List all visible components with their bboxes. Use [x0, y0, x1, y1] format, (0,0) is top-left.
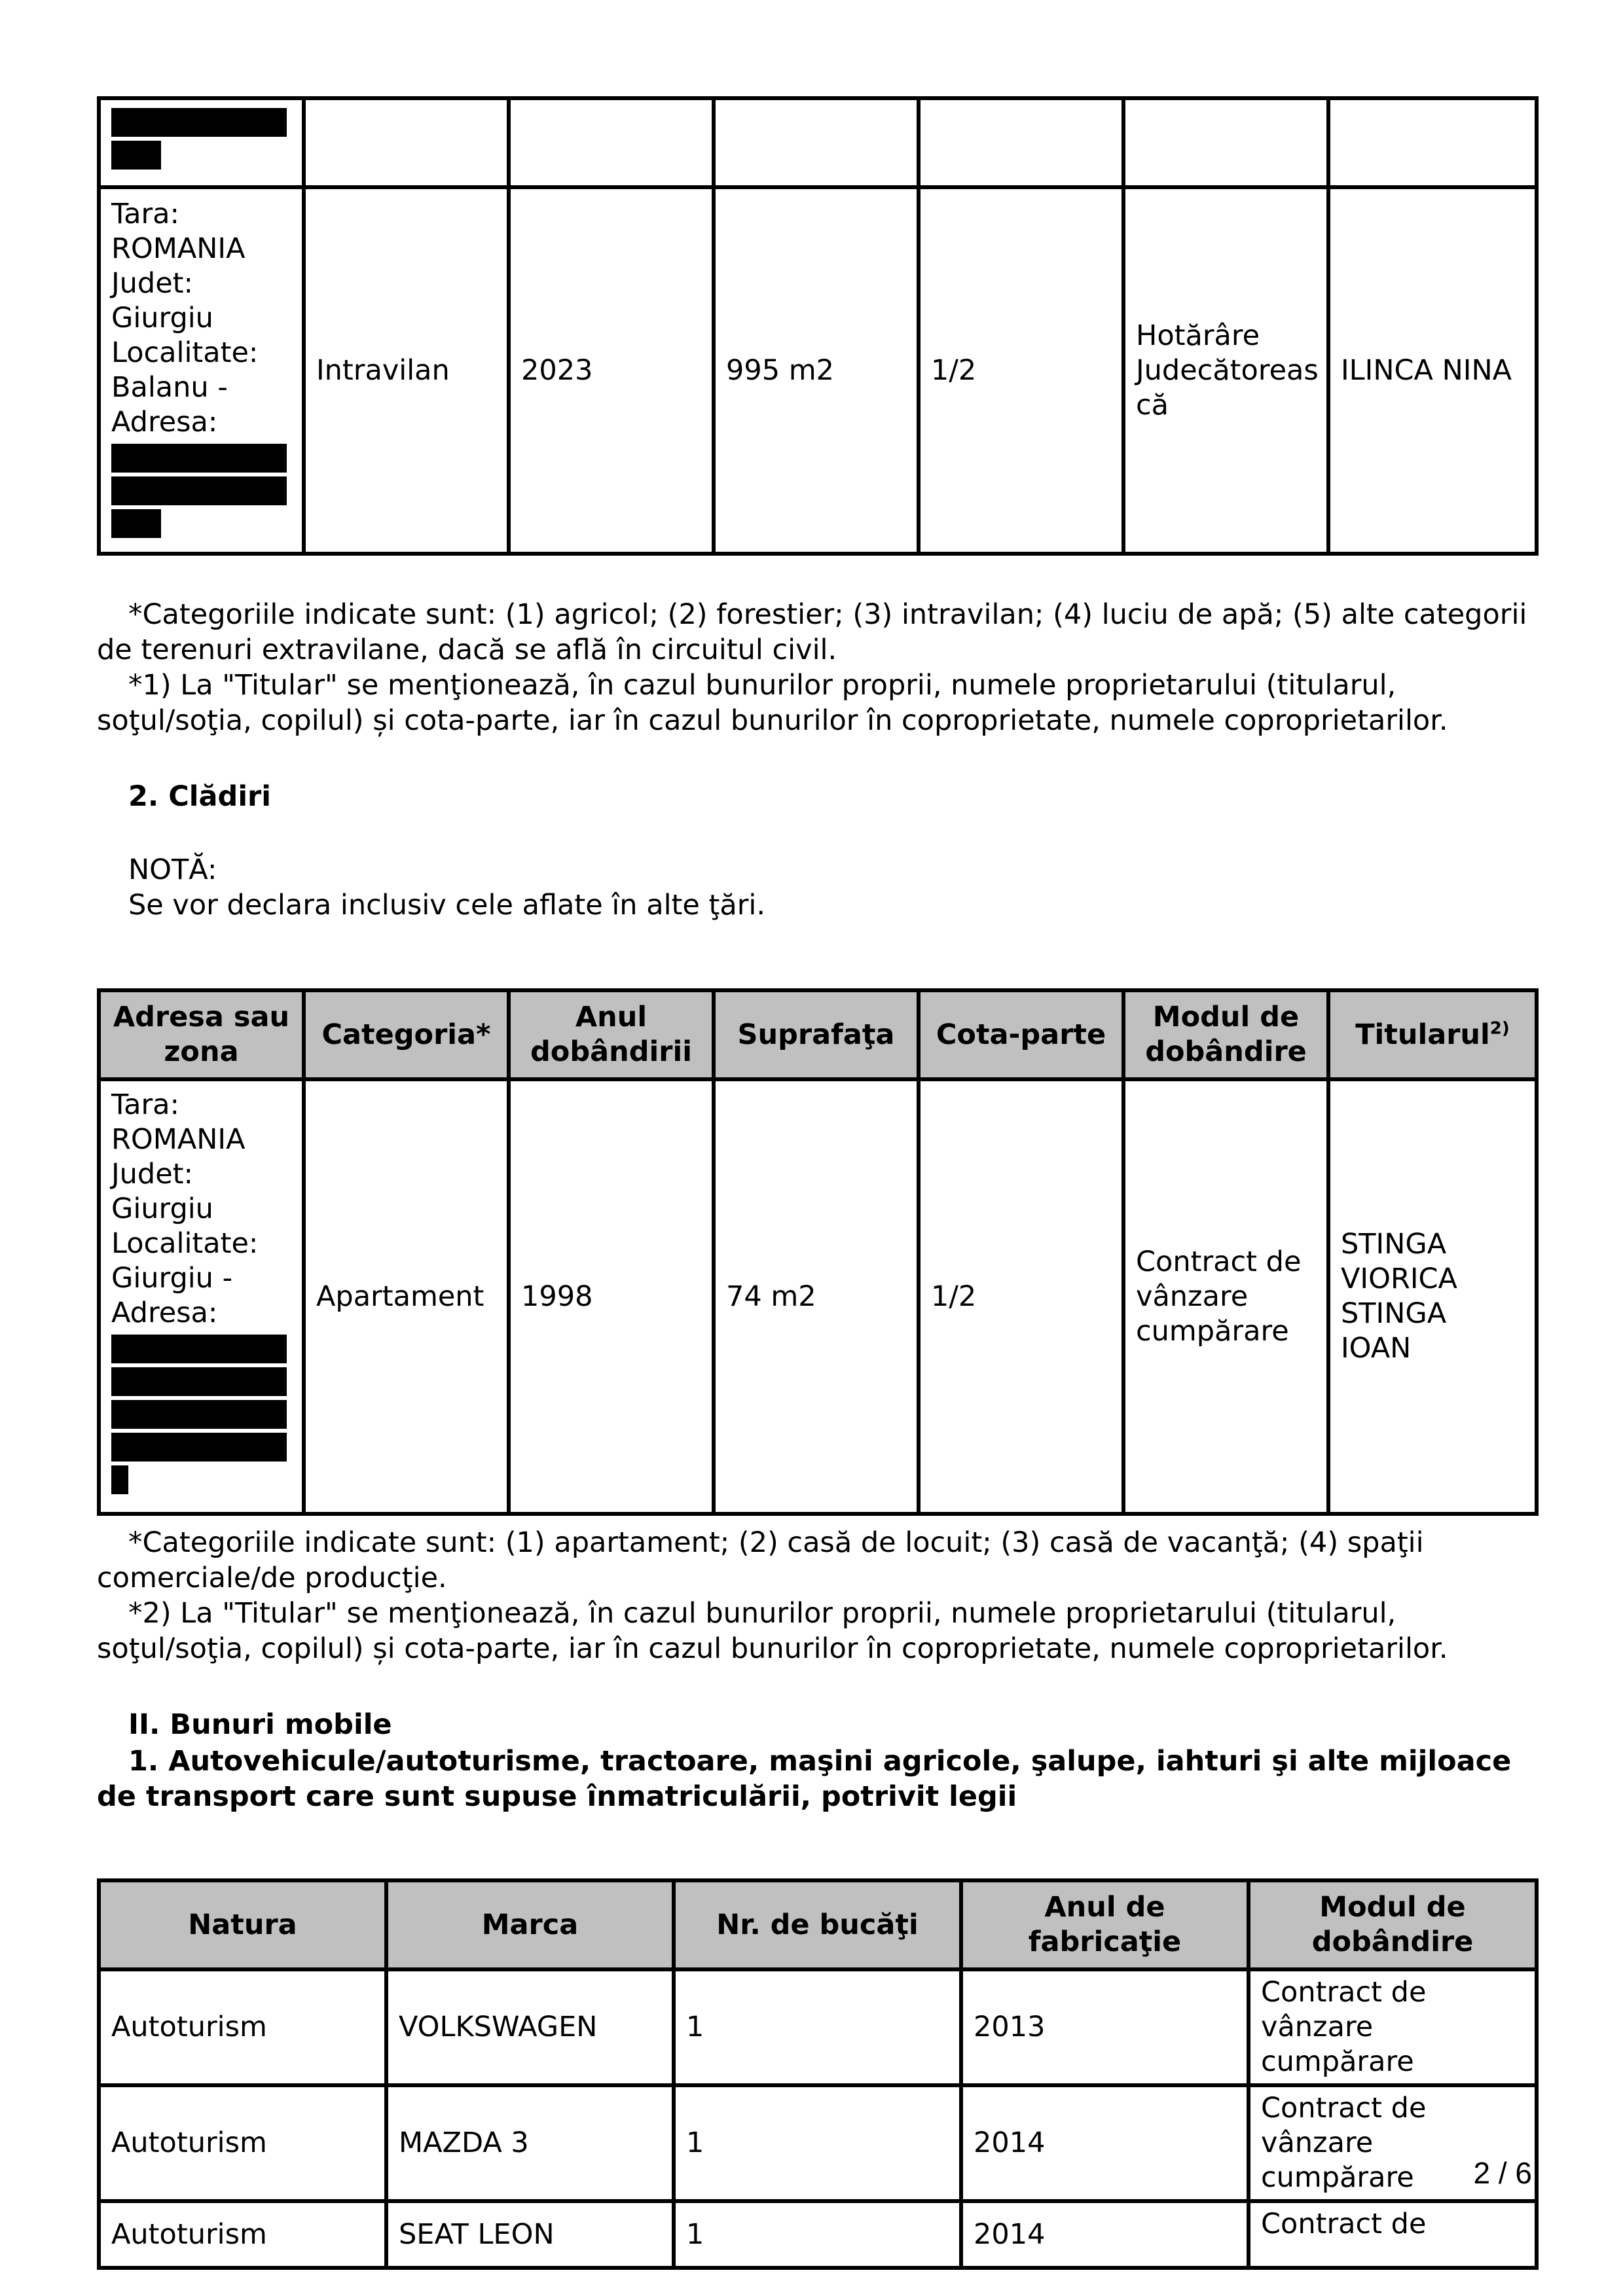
- movables-heading: II. Bunuri mobile: [128, 1708, 392, 1741]
- vehicle-brand-cell: SEAT LEON: [386, 2201, 674, 2268]
- area-cell: 995 m2: [714, 187, 919, 554]
- vehicle-year-cell: 2014: [961, 2201, 1249, 2268]
- address-line: Giurgiu: [111, 302, 213, 334]
- buildings-heading: 2. Clădiri: [128, 780, 272, 813]
- table-row: [99, 2201, 1537, 2268]
- table-row: [99, 1969, 1537, 2085]
- redaction-block: [111, 444, 287, 473]
- column-header: Nr. de bucăţi: [674, 1880, 961, 1969]
- category-cell: Apartament: [304, 1079, 509, 1514]
- vehicle-year-cell: 2013: [961, 1969, 1249, 2085]
- redaction-block: [111, 108, 287, 137]
- table-row: [99, 2085, 1537, 2201]
- address-cell: [99, 98, 304, 187]
- vehicle-brand-cell: VOLKSWAGEN: [386, 1969, 674, 2085]
- share-cell: 1/2: [919, 187, 1123, 554]
- year-cell: 1998: [509, 1079, 714, 1514]
- buildings-table: [97, 988, 1539, 1516]
- vehicle-count-cell: 1: [674, 2085, 961, 2201]
- address-line: Giurgiu -: [111, 1262, 233, 1295]
- column-header: Cota-parte: [919, 990, 1123, 1079]
- vehicle-brand-cell: MAZDA 3: [386, 2085, 674, 2201]
- vehicle-type-cell: Autoturism: [99, 2201, 386, 2268]
- page-number: 2 / 6: [1473, 2156, 1532, 2190]
- vehicle-count-cell: 1: [674, 1969, 961, 2085]
- vehicle-acquisition-cell: Contract de: [1249, 2201, 1537, 2268]
- vehicle-acquisition-cell: Contract de vânzare cumpărare: [1249, 1969, 1537, 2085]
- column-header: Titularul$^{2)}$: [1328, 990, 1537, 1079]
- address-line: ROMANIA: [111, 1123, 246, 1156]
- column-header: Anul dobândirii: [509, 990, 714, 1079]
- land-table: [97, 96, 1539, 556]
- land-owner-note: *1) La "Titular" se menţionează, în cazul bunurilor proprii, numele proprietarului (titularul, soţul/soţia, copilul) și cota-parte, iar în cazul bunurilor în coproprietate, numele coproprietarilor.: [97, 669, 1448, 737]
- redaction-block: [111, 1367, 287, 1396]
- redaction-block: [111, 1433, 287, 1462]
- address-line: Tara:: [111, 1088, 180, 1121]
- area-cell: 74 m2: [714, 1079, 919, 1514]
- category-cell: Intravilan: [304, 187, 509, 554]
- address-line: Balanu -: [111, 371, 228, 404]
- address-line: Tara:: [111, 198, 180, 230]
- share-cell: 1/2: [919, 1079, 1123, 1514]
- table-row: [99, 1079, 1537, 1514]
- owner-cell: ILINCA NINA: [1328, 187, 1537, 554]
- nota-text: Se vor declara inclusiv cele aflate în alte ţări.: [128, 889, 766, 922]
- building-owner-note: *2) La "Titular" se menţionează, în cazul bunurilor proprii, numele proprietarului (titularul, soţul/soţia, copilul) și cota-parte, iar în cazul bunurilor în coproprietate, numele coproprietarilor.: [97, 1597, 1448, 1665]
- vehicle-type-cell: Autoturism: [99, 1969, 386, 2085]
- address-line: ROMANIA: [111, 232, 246, 265]
- column-header: Categoria*: [304, 990, 509, 1079]
- vehicle-count-cell: 1: [674, 2201, 961, 2268]
- column-header: Modul de dobândire: [1123, 990, 1328, 1079]
- address-line: Judet:: [111, 267, 194, 300]
- owner-cell: STINGA VIORICA STINGA IOAN: [1328, 1079, 1537, 1514]
- building-category-note: *Categoriile indicate sunt: (1) apartament; (2) casă de locuit; (3) casă de vacanţă; (4) spaţii comerciale/de producţie.: [97, 1526, 1424, 1594]
- address-line: Giurgiu: [111, 1193, 213, 1225]
- year-cell: 2023: [509, 187, 714, 554]
- land-category-note: *Categoriile indicate sunt: (1) agricol; (2) forestier; (3) intravilan; (4) luciu de apă; (5) alte categorii de terenuri extravilane, dacă se află în circuitul civil.: [97, 598, 1527, 666]
- column-header: Anul de fabricaţie: [961, 1880, 1249, 1969]
- column-header: Modul de dobândire: [1249, 1880, 1537, 1969]
- table-row: [99, 98, 1537, 187]
- address-line: Localitate:: [111, 336, 259, 369]
- address-cell: [99, 187, 304, 554]
- vehicles-subheading: 1. Autovehicule/autoturisme, tractoare, maşini agricole, şalupe, iahturi şi alte mijloace de transport care sunt supuse înmatriculării, potrivit legii: [97, 1745, 1512, 1813]
- redaction-block: [111, 1400, 287, 1429]
- nota-label: NOTĂ:: [128, 853, 217, 886]
- column-header: Suprafaţa: [714, 990, 919, 1079]
- vehicle-type-cell: Autoturism: [99, 2085, 386, 2201]
- table-header-row: [99, 990, 1537, 1079]
- vehicles-table: [97, 1878, 1539, 2270]
- address-line: Localitate:: [111, 1227, 259, 1260]
- column-header: Marca: [386, 1880, 674, 1969]
- address-line: Adresa:: [111, 1297, 218, 1329]
- address-cell: [99, 1079, 304, 1514]
- acquisition-cell: Hotărâre Judecătoreas că: [1123, 187, 1328, 554]
- address-line: Adresa:: [111, 406, 218, 439]
- redaction-block: [111, 476, 287, 505]
- vehicle-year-cell: 2014: [961, 2085, 1249, 2201]
- redaction-block: [111, 1335, 287, 1363]
- column-header: Adresa sau zona: [99, 990, 304, 1079]
- acquisition-cell: Contract de vânzare cumpărare: [1123, 1079, 1328, 1514]
- redaction-block: [111, 141, 161, 170]
- address-line: Judet:: [111, 1158, 194, 1191]
- vehicle-acquisition-cell: Contract de vânzare cumpărare: [1249, 2085, 1537, 2201]
- redaction-block: [111, 509, 161, 538]
- redaction-block: [111, 1465, 128, 1494]
- table-header-row: [99, 1880, 1537, 1969]
- column-header: Natura: [99, 1880, 386, 1969]
- table-row: [99, 187, 1537, 554]
